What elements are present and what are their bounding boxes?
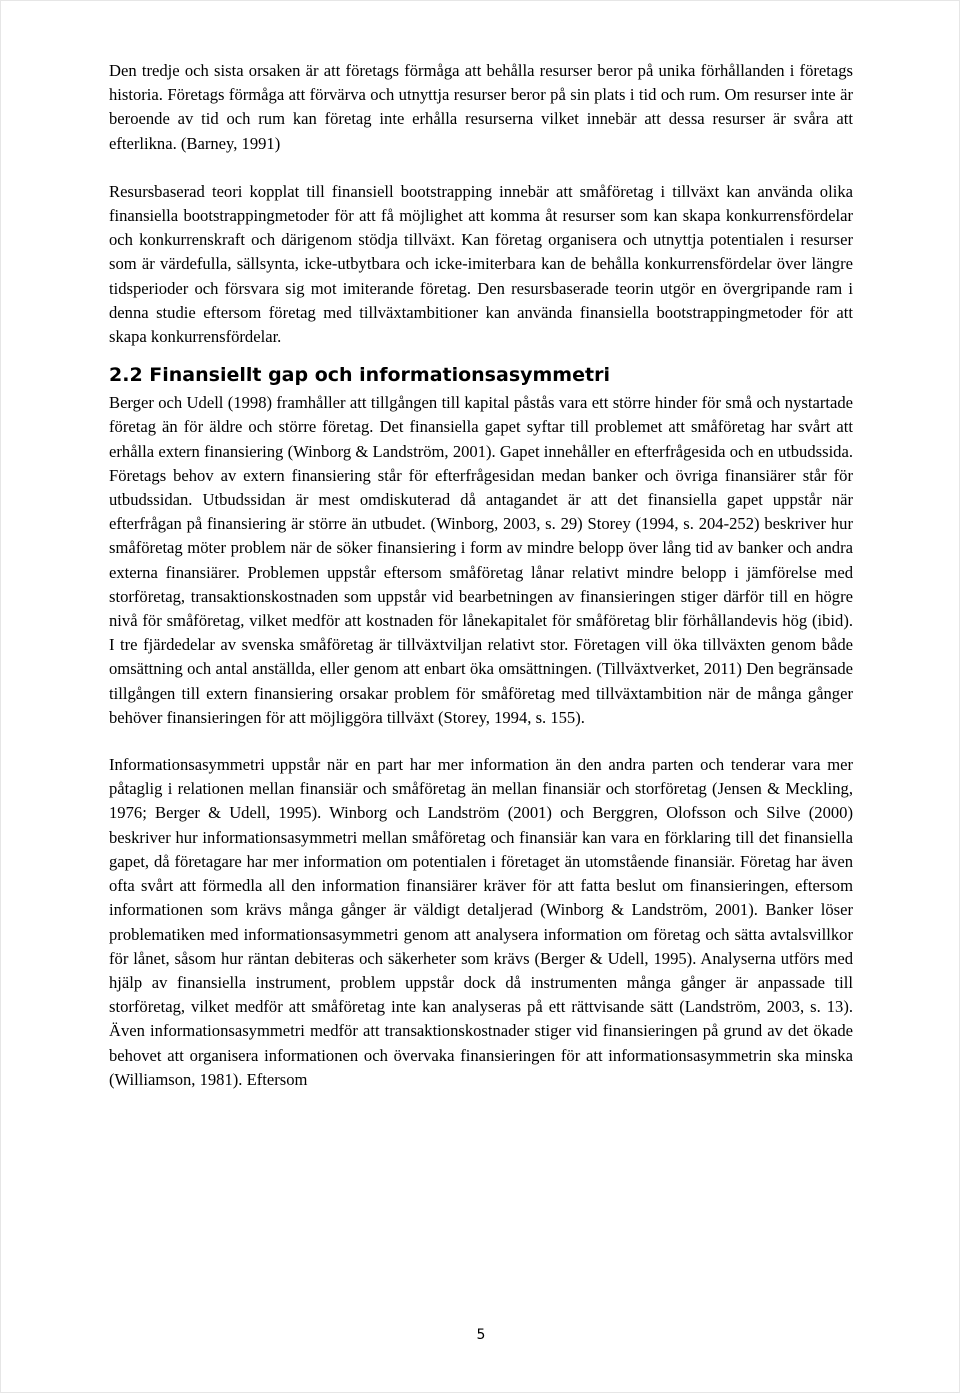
page-body bbox=[109, 59, 853, 1092]
paragraph-financial-gap: Berger och Udell (1998) framhåller att tillgången till kapital påstås vara ett större hinder för små och nystartade företag än för äldre och större företag. Det finansiella gapet syftar till problemet att småföretag har svårt att erhålla extern finansiering (Winborg & Landström, 2001). Gapet innehåller en efterfrågesida och en utbudssida. Företags behov av extern finansiering står för efterfrågesidan medan banker och övriga finansiärer står för utbudssidan. Utbudssidan är mest omdiskuterad då antagandet är att det finansiella gapet uppstår när efterfrågan på finansiering är större än utbudet. (Winborg, 2003, s. 29) Storey (1994, s. 204-252) beskriver hur småföretag möter problem när de söker finansiering i form av mindre belopp över lång tid av banker och andra externa finansiärer. Problemen uppstår eftersom småföretag lånar relativt mindre belopp i jämförelse med storföretag, transaktionskostnaden som uppstår vid bearbetningen av finansieringen stiger därför till en högre nivå för småföretag, vilket medför att kostnaden för lånekapitalet för småföretag blir förhållandevis hög (ibid). I tre fjärdedelar av svenska småföretag är tillväxtviljan relativt stor. Företagen vill öka tillväxten genom både omsättning och antal anställda, eller genom att enbart öka omsättningen. (Tillväxtverket, 2011) Den begränsade tillgången till extern finansiering orsakar problem för småföretag med tillväxtambition när de många gånger behöver finansieringen för att möjliggöra tillväxt (Storey, 1994, s. 155). bbox=[109, 393, 853, 727]
section-heading: 2.2 Finansiellt gap och informationsasymmetri bbox=[109, 364, 610, 387]
paragraph-barney: Den tredje och sista orsaken är att företags förmåga att behålla resurser beror på unika förhållanden i företags historia. Företags förmåga att förvärva och utnyttja resurser beror på sin plats i tid och rum. Om resurser inte är beroende av tid och rum kan företag inte erhålla resurserna vilket innebär att dessa resurser är svåra att efterlikna. (Barney, 1991) bbox=[109, 61, 853, 153]
paragraph-resource-based-theory: Resursbaserad teori kopplat till finansiell bootstrapping innebär att småföretag i tillväxt kan använda olika finansiella bootstrappingmetoder för att få möjlighet att komma åt resurser som kan skapa konkurrensfördelar och konkurrenskraft och därigenom stödja tillväxt. Kan företag organisera och utnyttja potentialen i resurser som är värdefulla, sällsynta, icke-utbytbara och icke-imiterbara kan de behålla konkurrensfördelar över längre tidsperioder och försvara sig mot imiterande företag. Den resursbaserade teorin utgör en övergripande ram i denna studie eftersom företag med tillväxtambitioner kan använda finansiella bootstrappingmetoder för att skapa konkurrensfördelar. bbox=[109, 181, 853, 347]
page-number: 5 bbox=[476, 1327, 486, 1343]
paragraph-information-asymmetry: Informationsasymmetri uppstår när en part har mer information än den andra parten och tenderar vara mer påtaglig i relationen mellan finansiär och småföretag än mellan finansiär och storföretag (Jensen & Meckling, 1976; Berger & Udell, 1995). Winborg och Landström (2001) och Berggren, Olofsson och Silve (2000) beskriver hur informationsasymmetri mellan småföretag och finansiär kan vara en förklaring till det finansiella gapet, då företagare har mer information om potentialen i företaget än utomstående finansiär. Företag har även ofta svårt att förmedla all den information finansiärer kräver för att fatta beslut om finansieringen, eftersom informationen som krävs många gånger är väldigt detaljerad (Winborg & Landström, 2001). Banker löser problematiken med informationsasymmetri genom att analysera information om företag och sätta avtalsvillkor för lånet, såsom hur räntan debiteras och säkerheter som krävs (Berger & Udell, 1995). Analyserna utförs med hjälp av finansiella instrument, problem uppstår dock då instrumenten många gånger är anpassade till storföretag, vilket medför att småföretag inte kan analyseras på ett rättvisande sätt (Landström, 2003, s. 13). Även informationsasymmetri medför att transaktionskostnader stiger vid finansieringen på grund av det ökade behovet att organisera informationen och övervaka finansieringen för att informationsasymmetrin ska minska (Williamson, 1981). Eftersom bbox=[109, 755, 853, 1089]
